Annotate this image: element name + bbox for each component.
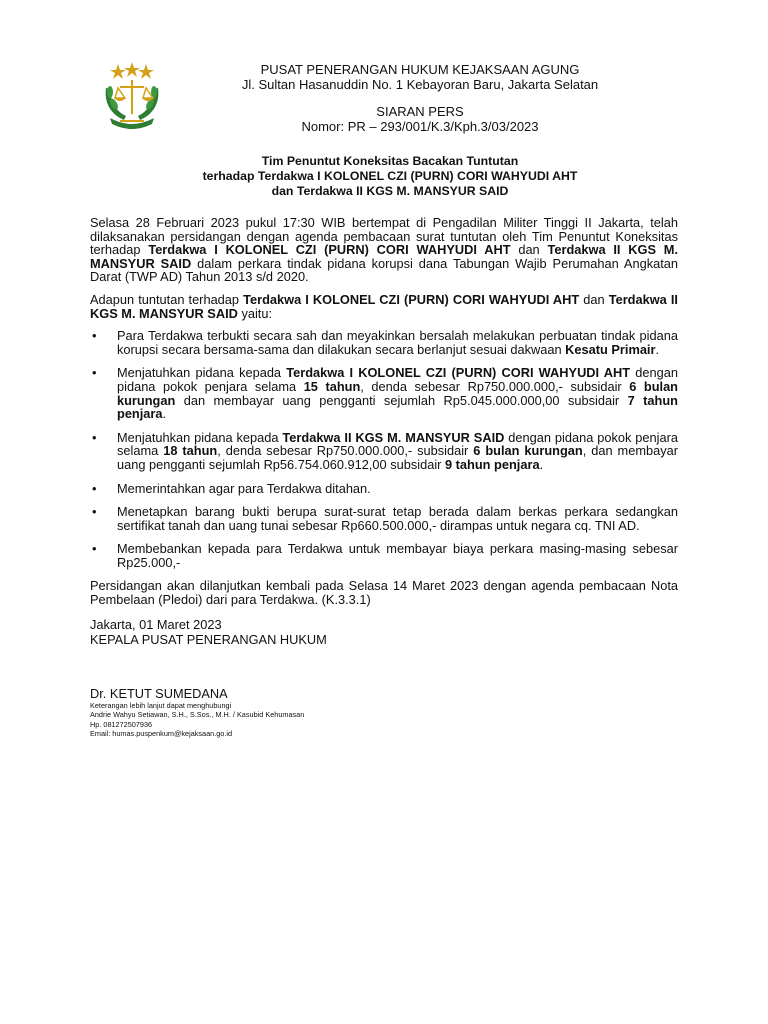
text: , denda sebesar Rp750.000.000,- subsidair [360,378,630,394]
text: dalam perkara tindak pidana korupsi dana Tabungan Wajib Perumahan Angkatan Darat (TWP AD) Tahun 2013 s/d 2020. [90,255,678,285]
text: Memerintahkan agar para Terdakwa ditahan. [117,480,371,496]
bold-text: 6 bulan kurungan [117,378,678,408]
bold-text: 7 tahun penjara [117,392,678,422]
bold-text: Terdakwa I KOLONEL CZI (PURN) CORI WAHYUDI AHT [286,365,631,381]
release-number: Nomor: PR – 293/001/K.3/Kph.3/03/2023 [301,119,539,134]
text: . [162,406,167,422]
bullet-icon: • [92,429,97,445]
text: yaitu: [237,305,273,321]
bullet-icon: • [92,541,97,557]
text: Membebankan kepada para Terdakwa untuk membayar biaya perkara masing-masing sebesar Rp25.000,- [117,541,678,570]
text: Selasa 28 Februari 2023 pukul 17:30 WIB bertempat di Pengadilan Militer Tinggi II Jakarta, telah dilaksanakan persidangan dengan agenda pembacaan surat tuntutan oleh Tim Penuntut Koneksitas terhadap [90,215,678,258]
bold-text: 15 tahun [303,378,361,394]
defendant-2-name: Terdakwa II KGS M. MANSYUR SAID [90,291,678,321]
bullet-icon: • [92,504,97,520]
contact-info [90,701,304,739]
defendant-1-name: Terdakwa I KOLONEL CZI (PURN) CORI WAHYUDI AHT [243,291,580,307]
list-item [90,431,678,472]
title-line-3: dan Terdakwa II KGS M. MANSYUR SAID [271,184,509,198]
defendant-2-name: Terdakwa II KGS M. MANSYUR SAID [90,242,679,271]
bold-text: Terdakwa II KGS M. MANSYUR SAID [282,429,505,445]
release-type: SIARAN PERS [376,104,464,119]
text: , denda sebesar Rp750.000.000,- subsidair [217,443,474,459]
bullet-icon: • [92,365,97,381]
list-item [90,366,678,420]
kejaksaan-emblem-icon [96,60,168,130]
bullet-icon: • [92,328,97,344]
defendant-1-name: Terdakwa I KOLONEL CZI (PURN) CORI WAHYUDI AHT [148,242,511,258]
press-release-body [90,216,678,616]
paragraph-opening [90,216,678,284]
list-item [90,482,678,496]
bullet-icon: • [92,480,97,496]
title-line-2: terhadap Terdakwa I KOLONEL CZI (PURN) CORI WAHYUDI AHT [202,169,578,183]
text: dengan pidana pokok penjara selama [117,365,678,394]
letterhead [230,62,610,134]
text: dengan pidana pokok penjara selama [117,429,678,459]
title-line-1: Tim Penuntut Koneksitas Bacakan Tuntutan [261,154,519,168]
text: . [539,456,544,472]
demands-list [90,329,678,569]
text: , dan membayar uang pengganti sejumlah Rp56.754.060.912,00 subsidair [117,443,679,472]
bold-text: 18 tahun [163,443,218,459]
contact-phone: Hp. 081272507936 [90,719,153,729]
text: Adapun tuntutan terhadap [90,291,244,307]
bold-text: 6 bulan kurungan [473,443,583,459]
bold-text: Kesatu Primair [565,341,656,357]
list-item [90,329,678,356]
text: Menetapkan barang bukti berupa surat-surat tetap berada dalam berkas perkara sedangkan sertifikat tanah dan uang tunai sebesar Rp660.500.000,- dirampas untuk negara cq. TNI AD. [117,504,678,533]
list-item [90,542,678,569]
paragraph-demands-intro [90,293,678,320]
text: Menjatuhkan pidana kepada [117,429,283,445]
signer-name: Dr. KETUT SUMEDANA [90,686,228,701]
contact-email: Email: humas.puspenkum@kejaksaan.go.id [90,729,233,739]
text: dan [510,242,548,258]
org-name: PUSAT PENERANGAN HUKUM KEJAKSAAN AGUNG [260,62,580,77]
press-release-title [130,154,650,199]
closing-block [90,617,327,647]
place-date: Jakarta, 01 Maret 2023 [90,617,222,632]
paragraph-next-hearing: Persidangan akan dilanjutkan kembali pada Selasa 14 Maret 2023 dengan agenda pembacaan Nota Pembelaan (Pledoi) dari para Terdakwa. (K.3.3.1) [90,578,678,608]
contact-line: Keterangan lebih lanjut dapat menghubungi [90,701,232,710]
text: Para Terdakwa terbukti secara sah dan meyakinkan bersalah melakukan perbuatan tindak pidana korupsi secara bersama-sama dan dilakukan secara berlanjut sesuai dakwaan [117,328,678,357]
list-item [90,505,678,532]
bold-text: 9 tahun penjara [445,456,540,472]
text: dan membayar uang pengganti sejumlah Rp5.045.000.000,00 subsidair [175,392,628,408]
signer-position: KEPALA PUSAT PENERANGAN HUKUM [90,632,327,647]
org-address: Jl. Sultan Hasanuddin No. 1 Kebayoran Baru, Jakarta Selatan [241,77,599,92]
contact-person: Andrie Wahyu Setiawan, S.H., S.Sos., M.H. / Kasubid Kehumasan [90,710,305,720]
text: . [655,341,660,357]
text: dan [579,291,609,307]
text: Menjatuhkan pidana kepada [117,365,287,381]
